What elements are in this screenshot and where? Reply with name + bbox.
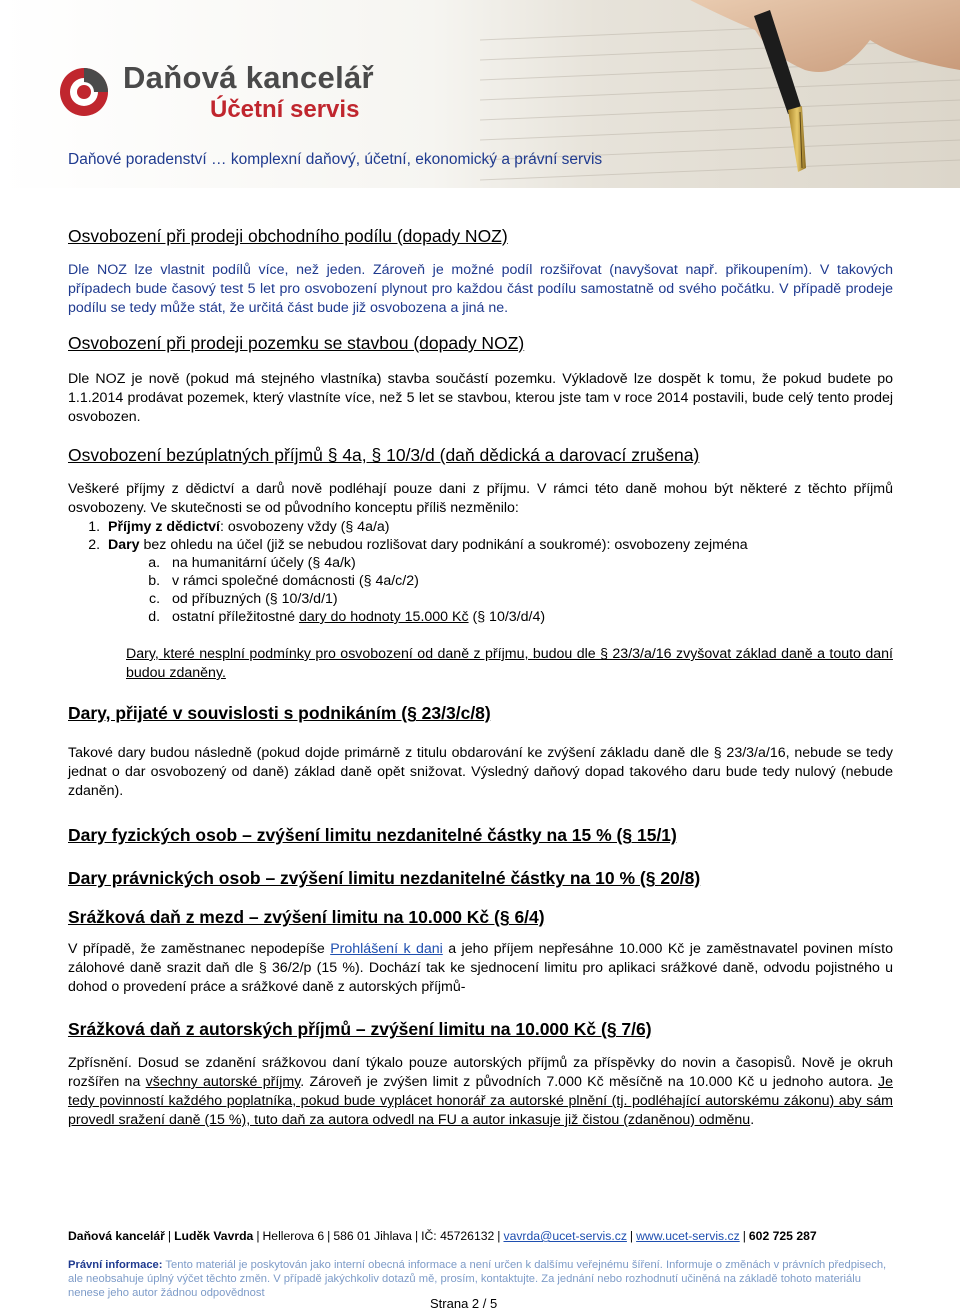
section-body-business-gifts: Takové dary budou následně (pokud dojde primárně z titulu obdarování ke zvýšení základu daně dle § 23/3/a/16, nebude se tedy jednat o dar osvobozený od daně) základ daně opět snižovat. Výsledný daňový dopad takového daru bude tedy nulový (nebude zdaněn). bbox=[68, 745, 893, 799]
list-item-relatives: c. od příbuzných (§ 10/3/d/1) bbox=[164, 590, 893, 608]
tagline: Daňové poradenství … komplexní daňový, účetní, ekonomický a právní servis bbox=[68, 151, 603, 168]
section-title-wage-withholding: Srážková daň z mezd – zvýšení limitu na 10.000 Kč (§ 6/4) bbox=[68, 907, 545, 927]
list-item-inheritance: 1. Příjmy z dědictví: osvobozeny vždy (§ 4a/a) bbox=[104, 518, 893, 536]
section-title-gratuitous-income: Osvobození bezúplatných příjmů § 4a, § 10/3/d (daň dědická a darovací zrušena) bbox=[68, 445, 700, 465]
tax-declaration-link[interactable]: Prohlášení k dani bbox=[330, 941, 443, 957]
page-footer bbox=[68, 1228, 893, 1300]
section-title-share-sale: Osvobození při prodeji obchodního podílu (dopady NOZ) bbox=[68, 226, 508, 246]
list-item-occasional: d. ostatní příležitostné dary do hodnoty 15.000 Kč (§ 10/3/d/4) bbox=[164, 608, 893, 626]
section-title-land-sale: Osvobození při prodeji pozemku se stavbou (dopady NOZ) bbox=[68, 333, 525, 353]
section-title-author-income: Srážková daň z autorských příjmů – zvýšení limitu na 10.000 Kč (§ 7/6) bbox=[68, 1019, 652, 1039]
list-item-humanitarian: a. na humanitární účely (§ 4a/k) bbox=[164, 554, 893, 572]
section-body-wage-withholding: V případě, že zaměstnanec nepodepíše Prohlášení k dani a jeho příjem nepřesáhne 10.000 Kč je zaměstnavatel povinen místo zálohové daně srazit daň dle § 36/2/p (15 %). Dochází tak ke sjednocení limitu pro aplikaci srážkové daně, odvodu pojistného u dohod o provedení práce a srážkové daně z autorských příjmů- bbox=[68, 941, 893, 995]
company-logo bbox=[58, 66, 110, 118]
list-item-gifts: 2. Dary bez ohledu na účel (již se nebudou rozlišovat dary podnikání a soukromé): osvobozeny zejména a. na humanitární účely (§ 4a/k) b. v rámci společné domácnosti (§ 4a/c/2) c. od příbuzných (§ 10/3/d/1) d. ostatní příležitostné dary do hodnoty 15.000 Kč (§ 10/3/d/4) bbox=[104, 536, 893, 626]
section-body-author-income: Zpřísnění. Dosud se zdanění srážkovou daní týkalo pouze autorských příjmů za příspěvky do novin a časopisů. Nově je okruh rozšířen na všechny autorské příjmy. Zároveň je zvýšen limit z původních 7.000 Kč měsíčně na 10.000 Kč u jednoho autora. Je tedy povinností každého poplatníka, pokud bude vyplácet honorář za autorské plnění (tj. podléhající autorskému zákonu) aby sám provedl sražení daně (15 %), tuto daň za autora odvedl na FU a autor inkasuje již čistou (zdaněnou) odměnu. bbox=[68, 1055, 893, 1128]
email-link[interactable]: vavrda@ucet-servis.cz bbox=[503, 1229, 627, 1243]
brand-subtitle: Účetní servis bbox=[210, 96, 360, 123]
document-body bbox=[68, 226, 893, 1130]
section-title-individual-donations: Dary fyzických osob – zvýšení limitu nezdanitelné částky na 15 % (§ 15/1) bbox=[68, 825, 677, 845]
contact-line: Daňová kancelář | Luděk Vavrda | Hellerova 6 | 586 01 Jihlava | IČ: 45726132 | vavrda@ucet-servis.cz | www.ucet-servis.cz | 602 725 287 bbox=[68, 1229, 817, 1243]
gift-sublist bbox=[108, 554, 893, 626]
exemption-list bbox=[68, 518, 893, 626]
list-item-household: b. v rámci společné domácnosti (§ 4a/c/2) bbox=[164, 572, 893, 590]
brand-name: Daňová kancelář bbox=[123, 60, 374, 95]
section-title-corporate-donations: Dary právnických osob – zvýšení limitu nezdanitelné částky na 10 % (§ 20/8) bbox=[68, 868, 701, 888]
legal-notice: Právní informace: Tento materiál je poskytován jako interní obecná informace a není určen k dalšímu veřejnému šíření. Informuje o změnách v právních předpisech, ale neobsahuje úplný výčet těchto změn. V případě jakýchkoliv dotazů mě, prosím, kontaktujte. Za jednání nebo rozhodnutí učiněná na základě tohoto materiálu nenese jeho autor žádnou odpovědnost bbox=[68, 1259, 887, 1299]
website-link[interactable]: www.ucet-servis.cz bbox=[636, 1229, 740, 1243]
section-title-business-gifts: Dary, přijaté v souvislosti s podnikáním (§ 23/3/c/8) bbox=[68, 703, 491, 723]
section-body-land-sale: Dle NOZ je nově (pokud má stejného vlastníka) stavba součástí pozemku. Výkladově lze dospět k tomu, že pokud budete po 1.1.2014 prodávat pozemek, který vlastníte více, než 5 let se stavbou, kterou jste tam v roce 2014 postavili, bude celý tento prodej osvobozen. bbox=[68, 371, 893, 425]
page-number: Strana 2 / 5 bbox=[430, 1296, 498, 1311]
gift-taxation-note: Dary, které nesplní podmínky pro osvobození od daně z příjmu, budou dle § 23/3/a/16 zvyšovat základ daně a touto daní budou zdaněny. bbox=[126, 646, 893, 681]
page-header bbox=[0, 0, 960, 188]
hand-with-pen-illustration bbox=[540, 0, 960, 188]
section-body-share-sale: Dle NOZ lze vlastnit podílů více, než jeden. Zároveň je možné podíl rozšiřovat (navyšovat např. přikoupením). V takových případech bude časový test 5 let pro osvobození plynout pro každou část podílu samostatně od svého počátku. V případě prodeje podílu se tedy může stát, že určitá část bude již osvobozena a jiná ne. bbox=[68, 262, 893, 316]
section-intro-gratuitous-income: Veškeré příjmy z dědictví a darů nově podléhají pouze dani z příjmu. V rámci této daně mohou být některé z těchto příjmů osvobozeny. Ve skutečnosti se od původního konceptu příliš nezměnilo: bbox=[68, 481, 893, 516]
